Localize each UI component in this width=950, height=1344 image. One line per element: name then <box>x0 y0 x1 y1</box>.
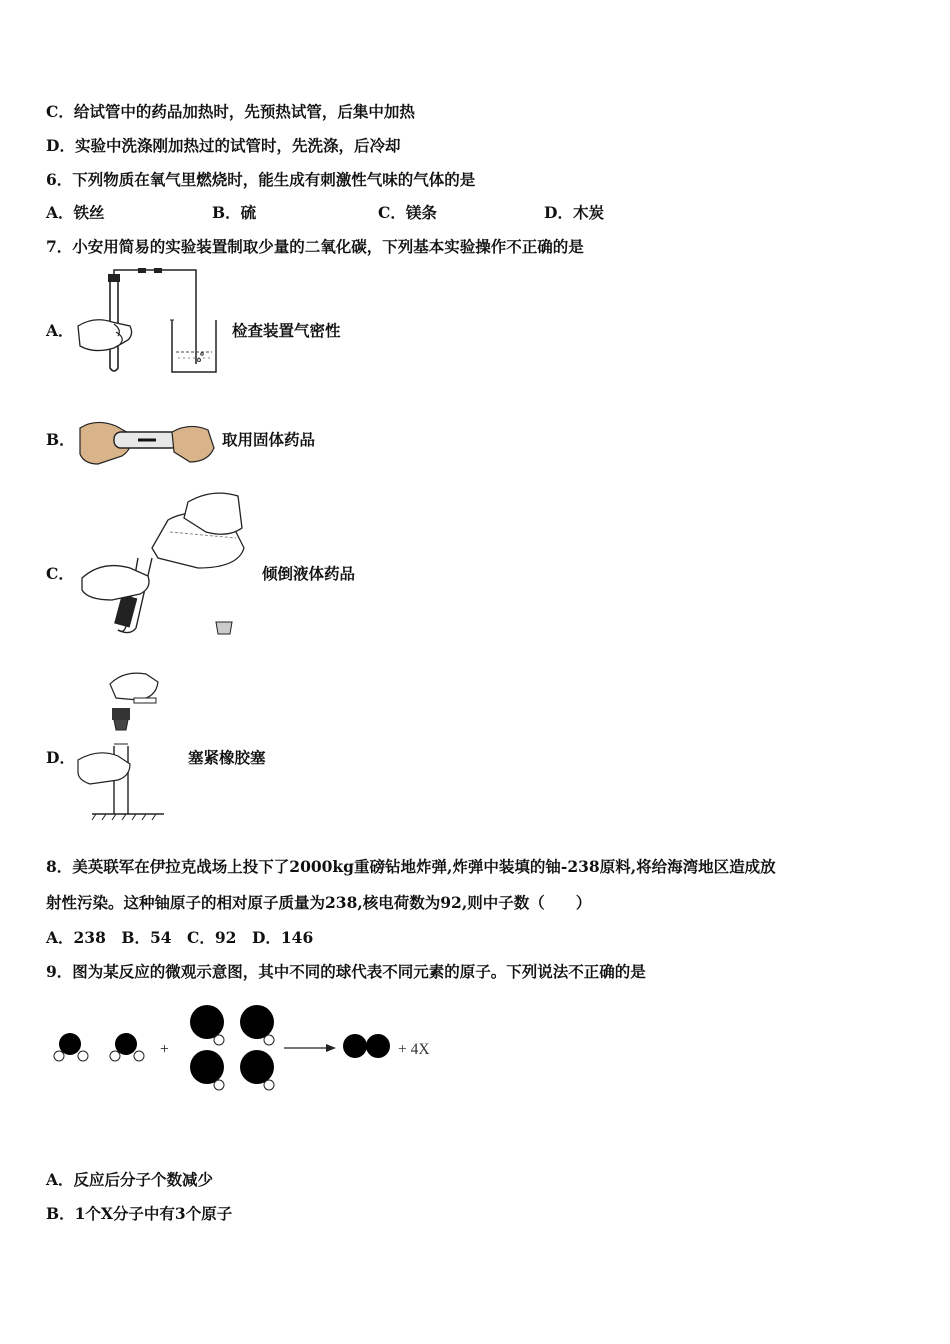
q7-option-c-letter: C． <box>46 564 74 583</box>
reactant-molecule-4 <box>240 1005 274 1045</box>
q7-option-d-letter: D． <box>46 748 75 767</box>
q5-option-c: C．给试管中的药品加热时，先预热试管，后集中加热 <box>46 102 415 121</box>
reaction-diagram <box>46 1000 446 1096</box>
pour-liquid-figure <box>78 488 246 640</box>
solid-reagent-figure <box>78 418 216 470</box>
q7-stem: 7．小安用简易的实验装置制取少量的二氧化碳，下列基本实验操作不正确的是 <box>46 237 584 256</box>
q7-option-d-caption: 塞紧橡胶塞 <box>188 748 266 767</box>
q9-option-b: B．1个X分子中有3个原子 <box>46 1204 233 1223</box>
q7-option-a-caption: 检查装置气密性 <box>232 321 341 340</box>
reaction-product-label: + 4X <box>398 1041 430 1058</box>
reactant-molecule-1 <box>54 1033 88 1061</box>
q6-option-a: A．铁丝 <box>46 203 105 222</box>
q8-stem-line2: 射性污染。这种铀原子的相对原子质量为238,核电荷数为92,则中子数（ ） <box>46 893 592 912</box>
q8-options: A．238 B．54 C．92 D．146 <box>46 928 314 947</box>
q6-stem: 6．下列物质在氧气里燃烧时，能生成有刺激性气味的气体的是 <box>46 170 476 189</box>
reactant-molecule-2 <box>110 1033 144 1061</box>
reactant-molecule-6 <box>240 1050 274 1090</box>
q5-option-d: D．实验中洗涤刚加热过的试管时，先洗涤，后冷却 <box>46 136 401 155</box>
reactant-molecule-5 <box>190 1050 224 1090</box>
q7-option-b-caption: 取用固体药品 <box>222 430 316 449</box>
q7-option-a-letter: A． <box>46 321 74 340</box>
reactant-molecule-3 <box>190 1005 224 1045</box>
q6-option-c: C．镁条 <box>378 203 437 222</box>
q7-option-b-letter: B． <box>46 430 75 449</box>
rubber-stopper-figure <box>74 668 174 824</box>
q9-option-a: A．反应后分子个数减少 <box>46 1170 214 1189</box>
q8-stem-line1: 8．美英联军在伊拉克战场上投下了2000kg重磅钻地炸弹,炸弹中装填的铀-238原料,将给海湾地区造成放 <box>46 857 776 876</box>
q6-option-b: B．硫 <box>212 203 257 222</box>
reaction-plus-sign: + <box>160 1041 169 1058</box>
product-molecule <box>343 1034 390 1058</box>
airtightness-check-figure <box>74 268 224 378</box>
q7-option-c-caption: 倾倒液体药品 <box>262 564 356 583</box>
q9-stem: 9．图为某反应的微观示意图，其中不同的球代表不同元素的原子。下列说法不正确的是 <box>46 962 646 981</box>
q6-option-d: D．木炭 <box>544 203 604 222</box>
